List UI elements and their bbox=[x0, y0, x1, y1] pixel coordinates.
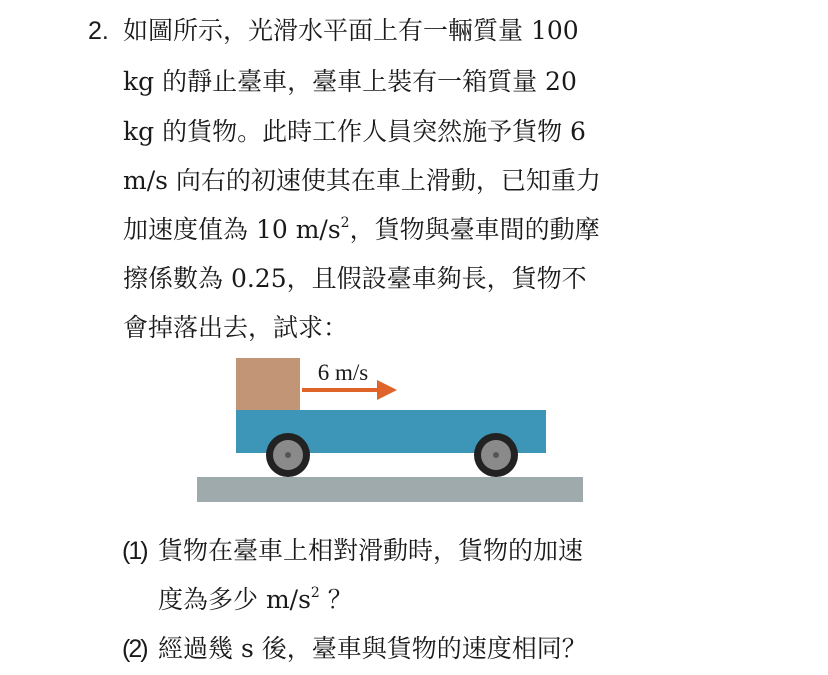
right-wheel bbox=[474, 433, 518, 477]
question-number: 2. bbox=[88, 17, 109, 45]
subquestion-1-line-2-tail: ？ bbox=[319, 585, 353, 614]
subquestion-1-line-2-text: 度為多少 m/s bbox=[158, 585, 311, 614]
subquestion-2-marker: (2) bbox=[122, 635, 147, 663]
question-line-5-tail: ，貨物與臺車間的動摩 bbox=[349, 215, 600, 244]
subquestion-2-line-1: 經過幾 s 後，臺車與貨物的速度相同？ bbox=[158, 634, 587, 663]
cargo-box bbox=[236, 358, 300, 410]
question-line-5-text: 加速度值為 10 m/s bbox=[123, 215, 341, 244]
subquestion-1-line-2 bbox=[158, 583, 353, 617]
ground bbox=[197, 477, 583, 502]
question-line-4: m/s 向右的初速使其在車上滑動，已知重力 bbox=[123, 166, 601, 195]
question-line-3: kg 的貨物。此時工作人員突然施予貨物 6 bbox=[123, 117, 586, 146]
left-wheel bbox=[266, 433, 310, 477]
unit-exponent: 2 bbox=[310, 585, 320, 601]
subquestion-1-line-1: 貨物在臺車上相對滑動時，貨物的加速 bbox=[158, 536, 584, 565]
velocity-arrow-head bbox=[377, 380, 397, 400]
question-line-7: 會掉落出去，試求： bbox=[123, 313, 349, 342]
question-line-1: 如圖所示，光滑水平面上有一輛質量 100 bbox=[123, 16, 579, 45]
unit-exponent: 2 bbox=[340, 215, 350, 231]
velocity-label: 6 m/s bbox=[317, 360, 369, 385]
question-line-6: 擦係數為 0.25，且假設臺車夠長，貨物不 bbox=[123, 264, 587, 293]
question-line-2: kg 的靜止臺車，臺車上裝有一箱質量 20 bbox=[123, 67, 577, 96]
subquestion-1-marker: (1) bbox=[122, 537, 147, 565]
